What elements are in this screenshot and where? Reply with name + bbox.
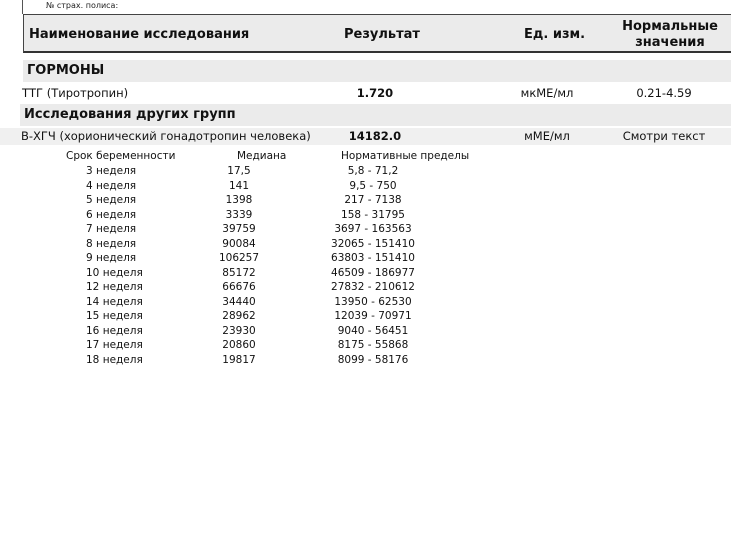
gestation-week: 6 неделя: [86, 208, 137, 221]
median-value: 17,5: [227, 165, 251, 177]
reference-limits: 27832 - 210612: [331, 281, 415, 293]
list-item: [0, 223, 731, 238]
list-item: [0, 281, 731, 296]
reference-limits: 5,8 - 71,2: [347, 165, 399, 177]
median-value: 3339: [225, 208, 253, 221]
gestation-week: 16 неделя: [86, 324, 143, 337]
gestation-week: 12 неделя: [86, 281, 143, 293]
test-result: 1.720: [356, 86, 394, 100]
section-hormones: ГОРМОНЫ: [23, 60, 731, 82]
gestation-week: 4 неделя: [86, 179, 137, 192]
gestation-week: 5 неделя: [86, 194, 137, 206]
median-value: 19817: [222, 353, 256, 366]
median-value: 66676: [222, 281, 256, 293]
gestation-week: 15 неделя: [86, 310, 143, 322]
gestation-week: 8 неделя: [86, 237, 137, 250]
list-item: [0, 325, 731, 340]
median-value: 106257: [218, 252, 260, 264]
section-other-groups: Исследования других групп: [20, 104, 731, 126]
reference-limits: 13950 - 62530: [334, 295, 412, 308]
reference-limits: 32065 - 151410: [331, 237, 415, 250]
median-value: 34440: [222, 295, 256, 308]
reference-limits: 3697 - 163563: [334, 223, 412, 235]
header-name: Наименование исследования: [29, 27, 250, 42]
median-value: 20860: [222, 339, 256, 351]
list-item: [0, 209, 731, 224]
reference-limits: 9040 - 56451: [337, 324, 409, 337]
reference-limits: 9,5 - 750: [349, 179, 397, 192]
reference-limits: 63803 - 151410: [331, 252, 415, 264]
header-unit: Ед. изм.: [524, 27, 586, 42]
list-item: [0, 339, 731, 354]
median-value: 28962: [222, 310, 256, 322]
median-value: 39759: [222, 223, 256, 235]
table-row: [0, 128, 731, 145]
reference-limits: 8099 - 58176: [337, 353, 409, 366]
list-item: [0, 180, 731, 195]
test-name: B-ХГЧ (хорионический гонадотропин человека): [21, 129, 311, 143]
column-header-median: Медиана: [237, 150, 287, 162]
median-value: 23930: [222, 324, 256, 337]
frame-border: [22, 0, 23, 14]
column-header-week: Срок беременности: [66, 150, 176, 162]
gestation-week: 7 неделя: [86, 223, 137, 235]
policy-label: № страх. полиса:: [46, 1, 119, 10]
test-result: 14182.0: [348, 129, 402, 143]
median-value: 1398: [225, 194, 253, 206]
header-norm: [616, 19, 724, 51]
column-header-limits: Нормативные пределы: [341, 150, 470, 162]
gestation-week: 10 неделя: [86, 266, 143, 279]
test-norm: 0.21-4.59: [636, 86, 692, 100]
list-item: [0, 354, 731, 369]
gestation-week: 17 неделя: [86, 339, 143, 351]
gestation-week: 18 неделя: [86, 353, 143, 366]
reference-limits: 8175 - 55868: [337, 339, 409, 351]
median-value: 90084: [222, 237, 256, 250]
reference-limits: 158 - 31795: [341, 208, 405, 221]
list-item: [0, 194, 731, 209]
header-norm-line1: Нормальные: [622, 19, 718, 34]
gestation-week: 9 неделя: [86, 252, 137, 264]
reference-limits: 12039 - 70971: [334, 310, 412, 322]
header-norm-line2: значения: [635, 35, 705, 50]
reference-limits: 46509 - 186977: [331, 266, 415, 279]
list-item: [0, 296, 731, 311]
header-result: Результат: [344, 27, 420, 42]
table-header: [23, 14, 731, 53]
list-item: [0, 267, 731, 282]
median-value: 141: [228, 179, 250, 192]
list-item: [0, 165, 731, 180]
gestation-week: 3 неделя: [86, 165, 137, 177]
list-item: [0, 310, 731, 325]
test-name: ТТГ (Тиротропин): [22, 86, 129, 100]
test-unit: мкМЕ/мл: [520, 86, 574, 100]
test-norm: Смотри текст: [622, 129, 706, 143]
list-item: [0, 238, 731, 253]
reference-limits: 217 - 7138: [344, 194, 402, 206]
median-value: 85172: [222, 266, 256, 279]
table-row: [0, 84, 731, 102]
test-unit: мМЕ/мл: [524, 129, 570, 143]
gestation-week: 14 неделя: [86, 295, 143, 308]
list-item: [0, 252, 731, 267]
